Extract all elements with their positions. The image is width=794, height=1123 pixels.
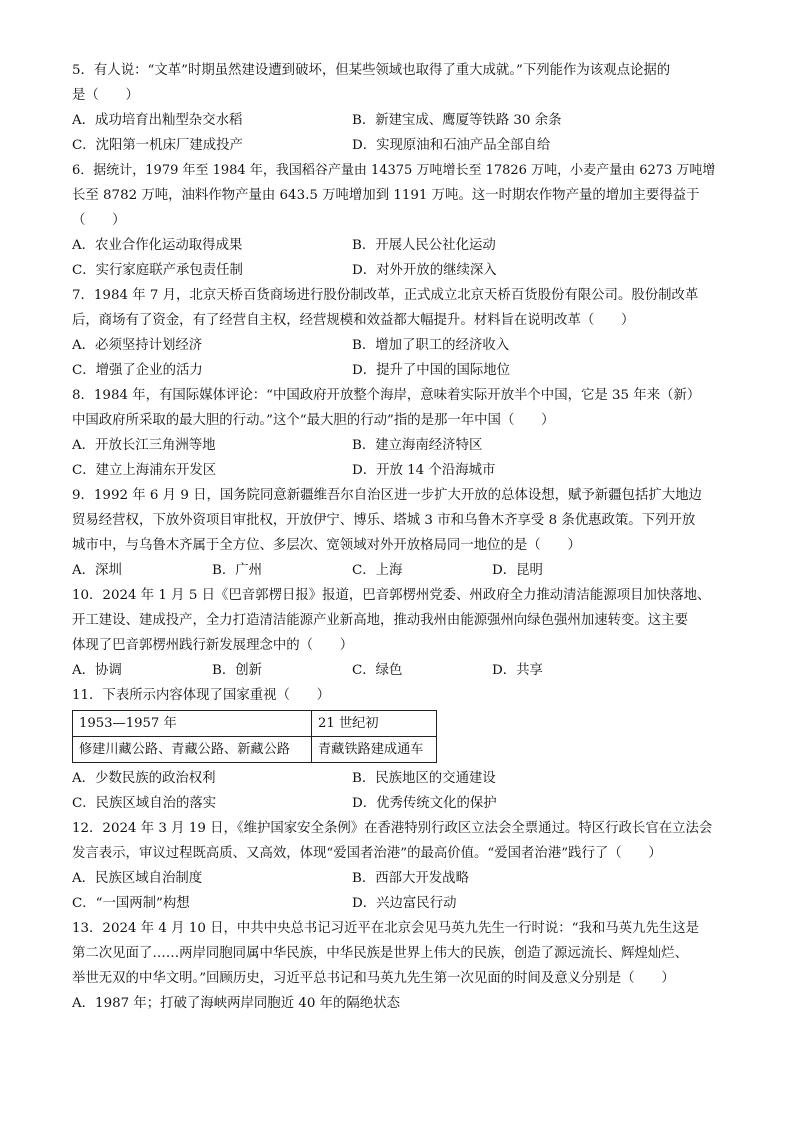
option-b: B．增加了职工的经济收入 [352, 338, 510, 353]
road-railway-table [72, 710, 437, 763]
question-9 [72, 483, 724, 583]
option-a: A．深圳 [72, 563, 122, 578]
options-row [72, 766, 724, 791]
option-b: B．开展人民公社化运动 [352, 238, 496, 253]
option-a: A．开放长江三角洲等地 [72, 438, 216, 453]
table-cell: 修建川藏公路、青藏公路、新藏公路 [73, 737, 312, 763]
question-stem-line: 12．2024 年 3 月 19 日，《维护国家安全条例》在香港特别行政区立法会全票通过。特区行政长官在立法会 [72, 821, 713, 836]
option-a: A．农业合作化运动取得成果 [72, 238, 243, 253]
table-header-row [73, 711, 437, 737]
option-c: C．沈阳第一机床厂建成投产 [72, 138, 243, 153]
option-d: D．提升了中国的国际地位 [352, 363, 511, 378]
options-row [72, 791, 724, 816]
option-a: A．少数民族的政治权利 [72, 771, 216, 786]
option-a: A．协调 [72, 663, 122, 678]
table-header-cell: 21 世纪初 [312, 711, 437, 737]
options-row [72, 108, 724, 133]
option-b: B．新建宝成、鹰厦等铁路 30 余条 [352, 113, 562, 128]
options-row [72, 133, 724, 158]
question-stem-line: 是（ ） [72, 88, 139, 103]
option-c: C．建立上海浦东开发区 [72, 463, 217, 478]
options-row [72, 866, 724, 891]
question-stem-line: 长至 8782 万吨，油料作物产量由 643.5 万吨增加到 1191 万吨。这一时期农作物产量的增加主要得益于 [72, 188, 700, 203]
options-row [72, 458, 724, 483]
options-row [72, 558, 724, 583]
question-stem-line: 开工建设、建成投产，全力打造清洁能源产业新高地，推动我州由能源强州向绿色强州加速转变。这主要 [72, 613, 688, 628]
table-header-cell: 1953—1957 年 [73, 711, 312, 737]
option-d: D．优秀传统文化的保护 [352, 796, 497, 811]
option-c: C．绿色 [352, 663, 403, 678]
question-12 [72, 816, 724, 916]
question-8 [72, 383, 724, 483]
question-stem-line: 13．2024 年 4 月 10 日，中共中央总书记习近平在北京会见马英九先生一行时说：“我和马英九先生这是 [72, 921, 700, 936]
question-stem-line: 9．1992 年 6 月 9 日，国务院同意新疆维吾尔自治区进一步扩大开放的总体设想，赋予新疆包括扩大地边 [72, 488, 702, 503]
question-stem-line: 城市中，与乌鲁木齐属于全方位、多层次、宽领域对外开放格局同一地位的是（ ） [72, 538, 581, 553]
options-row [72, 891, 724, 916]
option-c: C．上海 [352, 563, 403, 578]
option-d: D．开放 14 个沿海城市 [352, 463, 496, 478]
question-6 [72, 158, 724, 283]
option-b: B．广州 [212, 563, 263, 578]
question-5 [72, 58, 724, 158]
question-stem-line: 第二次见面了……两岸同胞同属中华民族，中华民族是世界上伟大的民族，创造了源远流长、辉煌灿烂、 [72, 946, 688, 961]
question-stem-line: 10．2024 年 1 月 5 日《巴音郭楞日报》报道，巴音郭楞州党委、州政府全力推动清洁能源项目加快落地、 [72, 588, 711, 603]
option-b: B．创新 [212, 663, 263, 678]
option-b: B．建立海南经济特区 [352, 438, 483, 453]
options-row [72, 433, 724, 458]
options-row [72, 258, 724, 283]
question-stem-line: 发言表示，审议过程既高质、又高效，体现“爱国者治港”的最高价值。“爱国者治港”践行了（ ） [72, 846, 662, 861]
exam-page [72, 58, 724, 1016]
table-row [73, 737, 437, 763]
question-stem-line: 5．有人说：“文革”时期虽然建设遭到破坏，但某些领域也取得了重大成就。”下列能作为该观点论据的 [72, 63, 671, 78]
option-c: C．实行家庭联产承包责任制 [72, 263, 243, 278]
options-row [72, 658, 724, 683]
question-stem-line: 中国政府所采取的最大胆的行动。”这个“最大胆的行动”指的是那一年中国（ ） [72, 413, 555, 428]
option-d: D．兴边富民行动 [352, 896, 457, 911]
option-a: A．1987 年；打破了海峡两岸同胞近 40 年的隔绝状态 [72, 996, 400, 1011]
option-b: B．民族地区的交通建设 [352, 771, 496, 786]
options-row [72, 333, 724, 358]
question-stem-line: 6．据统计，1979 年至 1984 年，我国稻谷产量由 14375 万吨增长至 17826 万吨，小麦产量由 6273 万吨增 [72, 163, 716, 178]
question-stem-line: 体现了巴音郭楞州践行新发展理念中的（ ） [72, 638, 354, 653]
question-stem-line: 11．下表所示内容体现了国家重视（ ） [72, 688, 331, 703]
option-d: D．昆明 [492, 563, 543, 578]
question-stem-line: 贸易经营权，下放外资项目审批权，开放伊宁、博乐、塔城 3 市和乌鲁木齐享受 8 条优惠政策。下列开放 [72, 513, 696, 528]
option-b: B．西部大开发战略 [352, 871, 469, 886]
question-stem-line: 举世无双的中华文明。”回顾历史，习近平总书记和马英九先生第一次见面的时间及意义分别是（ ） [72, 971, 675, 986]
question-13 [72, 916, 724, 1016]
option-a: A．成功培育出籼型杂交水稻 [72, 113, 243, 128]
option-c: C．增强了企业的活力 [72, 363, 203, 378]
option-a: A．必须坚持计划经济 [72, 338, 203, 353]
option-d: D．共享 [492, 663, 543, 678]
question-stem-line: 7．1984 年 7 月，北京天桥百货商场进行股份制改革，正式成立北京天桥百货股份有限公司。股份制改革 [72, 288, 699, 303]
option-a: A．民族区域自治制度 [72, 871, 203, 886]
option-c: C．民族区域自治的落实 [72, 796, 217, 811]
question-stem-line: （ ） [72, 213, 126, 228]
question-10 [72, 583, 724, 683]
question-7 [72, 283, 724, 383]
question-11 [72, 683, 724, 816]
option-c: C．“一国两制”构想 [72, 896, 190, 911]
option-d: D．实现原油和石油产品全部自给 [352, 138, 551, 153]
question-stem-line: 8．1984 年，有国际媒体评论：“中国政府开放整个海岸，意味着实际开放半个中国，它是 35 年来（新） [72, 388, 701, 403]
table-cell: 青藏铁路建成通车 [312, 737, 437, 763]
options-row [72, 358, 724, 383]
question-stem-line: 后，商场有了资金，有了经营自主权，经营规模和效益都大幅提升。材料旨在说明改革（ ） [72, 313, 635, 328]
option-d: D．对外开放的继续深入 [352, 263, 497, 278]
options-row [72, 233, 724, 258]
